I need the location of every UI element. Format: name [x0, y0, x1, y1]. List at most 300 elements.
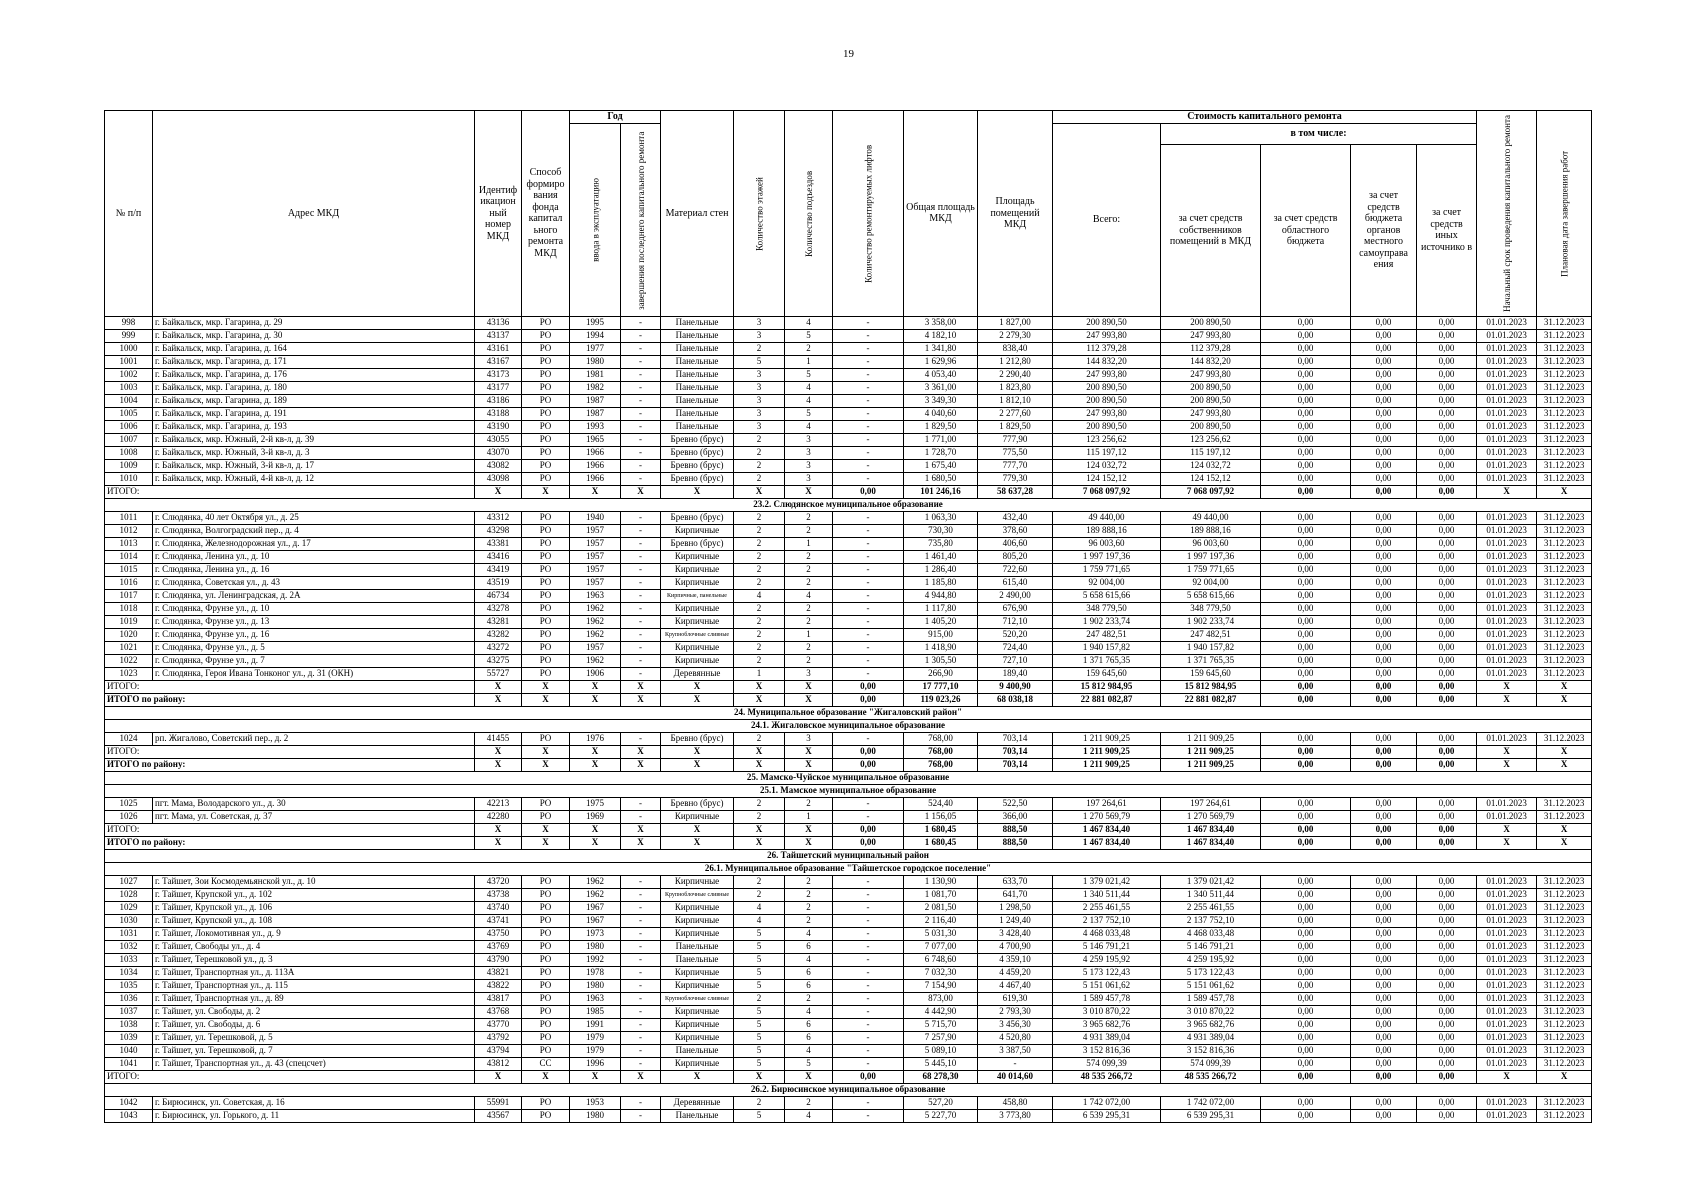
table-cell: 1 823,80	[978, 381, 1053, 394]
table-cell: -	[833, 1109, 904, 1122]
table-cell: 43278	[475, 602, 522, 615]
section-heading-row	[105, 862, 1592, 875]
table-cell: 0,00	[1417, 472, 1477, 485]
table-cell: 31.12.2023	[1537, 407, 1592, 420]
table-cell: 7 257,90	[904, 1031, 978, 1044]
table-cell: 1 286,40	[904, 563, 978, 576]
table-cell: 01.01.2023	[1477, 979, 1537, 992]
total-cell: 15 812 984,95	[1161, 680, 1261, 693]
table-cell: 0,00	[1417, 407, 1477, 420]
table-cell: 2	[734, 1096, 785, 1109]
total-cell: Х	[621, 693, 661, 706]
table-cell: 1978	[570, 966, 621, 979]
table-cell: -	[621, 368, 661, 381]
table-cell: 0,00	[1417, 732, 1477, 745]
table-cell: 01.01.2023	[1477, 966, 1537, 979]
table-cell: 5	[734, 966, 785, 979]
table-cell: 43768	[475, 1005, 522, 1018]
table-cell: 1006	[105, 420, 153, 433]
table-cell: 31.12.2023	[1537, 901, 1592, 914]
total-cell: 17 777,10	[904, 680, 978, 693]
table-cell: 1043	[105, 1109, 153, 1122]
total-cell: 0,00	[833, 1070, 904, 1083]
total-cell: 68 038,18	[978, 693, 1053, 706]
total-cell: Х	[570, 823, 621, 836]
table-cell: 1 742 072,00	[1053, 1096, 1161, 1109]
table-row	[105, 875, 1592, 888]
table-cell: 1035	[105, 979, 153, 992]
table-cell: 01.01.2023	[1477, 927, 1537, 940]
table-cell: 1 728,70	[904, 446, 978, 459]
total-cell: Х	[661, 823, 734, 836]
table-cell: 1031	[105, 927, 153, 940]
table-cell: 3 965 682,76	[1053, 1018, 1161, 1031]
table-cell: Бревно (брус)	[661, 797, 734, 810]
total-cell: Х	[522, 745, 570, 758]
table-cell: -	[833, 966, 904, 979]
table-cell: 1987	[570, 407, 621, 420]
table-cell: 01.01.2023	[1477, 381, 1537, 394]
total-cell: 0,00	[833, 758, 904, 771]
table-cell: РО	[522, 966, 570, 979]
table-cell: 0,00	[1417, 797, 1477, 810]
table-cell: РО	[522, 1096, 570, 1109]
header-year-last-repair: завершения последнего капитального ремонта	[621, 124, 661, 317]
table-cell: 01.01.2023	[1477, 329, 1537, 342]
total-cell: Х	[475, 485, 522, 498]
address-cell: г. Слюдянка, Советская ул., д. 43	[153, 576, 475, 589]
table-cell: 124 152,12	[1161, 472, 1261, 485]
table-cell: 3 456,30	[978, 1018, 1053, 1031]
table-cell: 1985	[570, 1005, 621, 1018]
table-cell: 0,00	[1351, 459, 1417, 472]
table-cell: 2	[734, 446, 785, 459]
table-cell: 43055	[475, 433, 522, 446]
address-cell: г. Байкальск, мкр. Южный, 4-й кв-л, д. 12	[153, 472, 475, 485]
header-cost-other: за счет средств иных источнико в	[1417, 144, 1477, 316]
total-cell: Х	[1537, 758, 1592, 771]
header-floors: Количество этажей	[734, 111, 785, 317]
table-cell: 3	[734, 368, 785, 381]
section-heading-row	[105, 849, 1592, 862]
table-cell: РО	[522, 407, 570, 420]
table-cell: 1980	[570, 1109, 621, 1122]
table-cell: 2	[734, 576, 785, 589]
table-cell: -	[621, 524, 661, 537]
total-cell: 703,14	[978, 745, 1053, 758]
total-cell: 0,00	[833, 836, 904, 849]
total-cell: Х	[785, 758, 833, 771]
table-cell: 43070	[475, 446, 522, 459]
table-cell: Кирпичные	[661, 1018, 734, 1031]
table-cell: 7 032,30	[904, 966, 978, 979]
table-cell: Бревно (брус)	[661, 433, 734, 446]
table-row	[105, 628, 1592, 641]
table-cell: 200 890,50	[1053, 420, 1161, 433]
table-cell: 1 680,50	[904, 472, 978, 485]
table-cell: 0,00	[1351, 914, 1417, 927]
table-cell: -	[833, 576, 904, 589]
total-cell: 0,00	[1417, 693, 1477, 706]
table-row	[105, 368, 1592, 381]
table-cell: 01.01.2023	[1477, 511, 1537, 524]
total-cell: 1 680,45	[904, 823, 978, 836]
table-cell: 2	[785, 914, 833, 927]
table-cell: 01.01.2023	[1477, 628, 1537, 641]
table-cell: 0,00	[1261, 550, 1351, 563]
total-cell: Х	[734, 680, 785, 693]
table-cell: 730,30	[904, 524, 978, 537]
table-cell: 0,00	[1417, 810, 1477, 823]
table-cell: 1977	[570, 342, 621, 355]
table-cell: -	[621, 1096, 661, 1109]
total-cell: Х	[621, 823, 661, 836]
subtotal-row	[105, 1070, 1592, 1083]
table-cell: 2	[734, 641, 785, 654]
table-cell: 0,00	[1351, 316, 1417, 329]
table-cell: 31.12.2023	[1537, 459, 1592, 472]
total-cell: 0,00	[833, 745, 904, 758]
table-cell: Панельные	[661, 1044, 734, 1057]
table-cell: 0,00	[1351, 381, 1417, 394]
table-cell: 0,00	[1417, 628, 1477, 641]
table-cell: -	[621, 940, 661, 953]
table-cell: 43381	[475, 537, 522, 550]
total-cell: 0,00	[1351, 823, 1417, 836]
table-cell: 1 829,50	[904, 420, 978, 433]
table-cell: 31.12.2023	[1537, 797, 1592, 810]
table-cell: 1020	[105, 628, 153, 641]
table-cell: 2	[785, 1096, 833, 1109]
table-cell: 200 890,50	[1161, 394, 1261, 407]
address-cell: г. Слюдянка, ул. Ленинградская, д. 2А	[153, 589, 475, 602]
table-cell: 31.12.2023	[1537, 1109, 1592, 1122]
table-cell: 0,00	[1351, 420, 1417, 433]
table-cell: 01.01.2023	[1477, 667, 1537, 680]
table-cell: 4 053,40	[904, 368, 978, 381]
table-cell: 1 771,00	[904, 433, 978, 446]
table-cell: 31.12.2023	[1537, 589, 1592, 602]
table-cell: -	[833, 524, 904, 537]
table-cell: 348 779,50	[1161, 602, 1261, 615]
total-cell: 1 211 909,25	[1053, 745, 1161, 758]
address-cell: г. Байкальск, мкр. Южный, 3-й кв-л, д. 17	[153, 459, 475, 472]
table-cell: 0,00	[1351, 602, 1417, 615]
table-cell: РО	[522, 563, 570, 576]
table-cell: 1 270 569,79	[1161, 810, 1261, 823]
address-cell: пгт. Мама, Володарского ул., д. 30	[153, 797, 475, 810]
table-cell: 41455	[475, 732, 522, 745]
table-cell: 5	[734, 1044, 785, 1057]
table-cell: РО	[522, 1109, 570, 1122]
table-row	[105, 550, 1592, 563]
table-cell: 3 361,00	[904, 381, 978, 394]
table-cell: 4 359,10	[978, 953, 1053, 966]
table-cell: 31.12.2023	[1537, 1031, 1592, 1044]
total-cell: 1 467 834,40	[1053, 836, 1161, 849]
table-cell: 3 010 870,22	[1053, 1005, 1161, 1018]
table-cell: 805,20	[978, 550, 1053, 563]
table-cell: 0,00	[1261, 810, 1351, 823]
table-cell: 5	[734, 940, 785, 953]
table-cell: 1013	[105, 537, 153, 550]
table-cell: 1993	[570, 420, 621, 433]
table-cell: 0,00	[1417, 446, 1477, 459]
table-cell: 2	[734, 732, 785, 745]
table-cell: -	[833, 875, 904, 888]
table-cell: 0,00	[1417, 966, 1477, 979]
table-cell: 0,00	[1261, 628, 1351, 641]
table-cell: 0,00	[1261, 446, 1351, 459]
total-cell: 888,50	[978, 823, 1053, 836]
table-cell: -	[621, 615, 661, 628]
table-cell: -	[833, 1031, 904, 1044]
table-cell: 115 197,12	[1161, 446, 1261, 459]
table-cell: 31.12.2023	[1537, 1018, 1592, 1031]
table-cell: Крупноблочные сливные	[661, 888, 734, 901]
table-cell: 31.12.2023	[1537, 433, 1592, 446]
table-cell: Панельные	[661, 953, 734, 966]
table-cell: -	[621, 329, 661, 342]
address-cell: г. Слюдянка, Фрунзе ул., д. 7	[153, 654, 475, 667]
table-cell: 0,00	[1351, 992, 1417, 1005]
address-cell: г. Тайшет, ул. Свободы, д. 6	[153, 1018, 475, 1031]
total-cell: 9 400,90	[978, 680, 1053, 693]
total-cell: Х	[621, 745, 661, 758]
total-cell: 0,00	[1261, 485, 1351, 498]
header-year-group: Год	[570, 111, 661, 124]
table-cell: 31.12.2023	[1537, 446, 1592, 459]
table-cell: 0,00	[1417, 654, 1477, 667]
address-cell: г. Бирюсинск, ул. Горького, д. 11	[153, 1109, 475, 1122]
subtotal-row	[105, 485, 1592, 498]
table-cell: 0,00	[1417, 368, 1477, 381]
table-row	[105, 394, 1592, 407]
table-cell: -	[833, 407, 904, 420]
total-cell: Х	[1537, 680, 1592, 693]
table-cell: 31.12.2023	[1537, 511, 1592, 524]
table-cell: 43817	[475, 992, 522, 1005]
table-cell: 7 154,90	[904, 979, 978, 992]
header-start: Начальный срок проведения капитального ремонта	[1477, 111, 1537, 317]
table-cell: 2	[785, 797, 833, 810]
table-cell: Панельные	[661, 329, 734, 342]
table-cell: -	[833, 394, 904, 407]
total-cell: Х	[1477, 485, 1537, 498]
table-cell: -	[833, 433, 904, 446]
table-cell: 2	[734, 537, 785, 550]
header-year-commission: ввода в эксплуатацию	[570, 124, 621, 317]
table-cell: -	[833, 901, 904, 914]
table-cell: -	[833, 979, 904, 992]
table-row	[105, 914, 1592, 927]
table-cell: РО	[522, 732, 570, 745]
table-row	[105, 576, 1592, 589]
table-cell: 5	[734, 927, 785, 940]
table-cell: 0,00	[1417, 914, 1477, 927]
table-cell: 3 358,00	[904, 316, 978, 329]
total-cell: Х	[475, 836, 522, 849]
total-label: ИТОГО:	[105, 1070, 475, 1083]
section-heading: 26.1. Муниципальное образование "Тайшетское городское поселение"	[105, 862, 1592, 875]
total-cell: 0,00	[1351, 693, 1417, 706]
table-cell: 2	[785, 654, 833, 667]
table-cell: 0,00	[1261, 316, 1351, 329]
table-cell: 0,00	[1351, 888, 1417, 901]
table-cell: -	[833, 459, 904, 472]
table-cell: 123 256,62	[1161, 433, 1261, 446]
table-cell: 124 152,12	[1053, 472, 1161, 485]
total-cell: 15 812 984,95	[1053, 680, 1161, 693]
table-cell: РО	[522, 524, 570, 537]
table-cell: РО	[522, 1044, 570, 1057]
table-cell: -	[833, 472, 904, 485]
table-cell: -	[621, 316, 661, 329]
total-cell: Х	[475, 680, 522, 693]
table-cell: Кирпичные	[661, 966, 734, 979]
table-cell: 574 099,39	[1053, 1057, 1161, 1070]
table-cell: 0,00	[1417, 420, 1477, 433]
table-cell: 1	[785, 355, 833, 368]
table-cell: 0,00	[1417, 381, 1477, 394]
table-cell: 0,00	[1261, 1109, 1351, 1122]
total-cell: Х	[570, 745, 621, 758]
table-cell: 0,00	[1261, 914, 1351, 927]
table-cell: -	[833, 927, 904, 940]
total-cell: Х	[1477, 758, 1537, 771]
table-row	[105, 641, 1592, 654]
table-cell: 3	[734, 381, 785, 394]
table-cell: 4	[785, 394, 833, 407]
table-cell: 01.01.2023	[1477, 797, 1537, 810]
table-cell: РО	[522, 446, 570, 459]
table-cell: 5	[785, 329, 833, 342]
total-cell: Х	[785, 836, 833, 849]
table-cell: Панельные	[661, 368, 734, 381]
total-cell: 1 211 909,25	[1053, 758, 1161, 771]
header-num: № п/п	[105, 111, 153, 317]
total-cell: Х	[661, 836, 734, 849]
table-cell: Деревянные	[661, 667, 734, 680]
table-cell: 43792	[475, 1031, 522, 1044]
table-cell: 01.01.2023	[1477, 355, 1537, 368]
table-cell: 31.12.2023	[1537, 355, 1592, 368]
table-cell: 31.12.2023	[1537, 940, 1592, 953]
table-cell: 31.12.2023	[1537, 810, 1592, 823]
total-label: ИТОГО:	[105, 745, 475, 758]
table-row	[105, 1057, 1592, 1070]
table-cell: 1000	[105, 342, 153, 355]
header-id: Идентиф икацион ный номер МКД	[475, 111, 522, 317]
address-cell: пгт. Мама, ул. Советская, д. 37	[153, 810, 475, 823]
total-cell: 888,50	[978, 836, 1053, 849]
table-cell: 1 829,50	[978, 420, 1053, 433]
table-cell: 0,00	[1351, 628, 1417, 641]
table-cell: РО	[522, 888, 570, 901]
subtotal-row	[105, 680, 1592, 693]
table-cell: 43794	[475, 1044, 522, 1057]
table-cell: 520,20	[978, 628, 1053, 641]
table-cell: 0,00	[1261, 953, 1351, 966]
header-entrances: Количество подъездов	[785, 111, 833, 317]
total-cell: Х	[475, 758, 522, 771]
table-cell: 1 185,80	[904, 576, 978, 589]
table-cell: 998	[105, 316, 153, 329]
total-cell: Х	[621, 485, 661, 498]
table-cell: 3	[734, 394, 785, 407]
table-cell: Панельные	[661, 316, 734, 329]
total-cell: Х	[570, 836, 621, 849]
table-cell: 4	[785, 1044, 833, 1057]
table-cell: 5	[785, 368, 833, 381]
table-cell: 3	[734, 316, 785, 329]
table-cell: 619,30	[978, 992, 1053, 1005]
total-cell: 0,00	[1261, 745, 1351, 758]
table-cell: 2	[734, 433, 785, 446]
table-cell: 3 010 870,22	[1161, 1005, 1261, 1018]
table-cell: 633,70	[978, 875, 1053, 888]
table-cell: 31.12.2023	[1537, 875, 1592, 888]
table-cell: -	[621, 1057, 661, 1070]
table-cell: 01.01.2023	[1477, 602, 1537, 615]
table-cell: -	[833, 355, 904, 368]
table-cell: 1 341,80	[904, 342, 978, 355]
total-cell: Х	[785, 485, 833, 498]
table-cell: 159 645,60	[1161, 667, 1261, 680]
total-cell: 7 068 097,92	[1053, 485, 1161, 498]
table-cell: 43741	[475, 914, 522, 927]
table-cell: 1040	[105, 1044, 153, 1057]
address-cell: г. Байкальск, мкр. Гагарина, д. 30	[153, 329, 475, 342]
table-cell: 124 032,72	[1161, 459, 1261, 472]
table-cell: 01.01.2023	[1477, 563, 1537, 576]
table-cell: 144 832,20	[1161, 355, 1261, 368]
table-cell: 4 259 195,92	[1161, 953, 1261, 966]
table-row	[105, 888, 1592, 901]
table-cell: 0,00	[1417, 1109, 1477, 1122]
total-label: ИТОГО по району:	[105, 758, 475, 771]
total-cell: Х	[1477, 836, 1537, 849]
table-cell: 1042	[105, 1096, 153, 1109]
table-cell: 1 371 765,35	[1161, 654, 1261, 667]
table-cell: 43720	[475, 875, 522, 888]
header-method: Способ формиро вания фонда капитал ьного ремонта МКД	[522, 111, 570, 317]
table-cell: 01.01.2023	[1477, 992, 1537, 1005]
total-cell: 0,00	[833, 485, 904, 498]
table-cell: 1 759 771,65	[1161, 563, 1261, 576]
table-cell: 2	[785, 563, 833, 576]
total-cell: Х	[1477, 693, 1537, 706]
table-cell: 1004	[105, 394, 153, 407]
table-cell: 2 081,50	[904, 901, 978, 914]
table-cell: Бревно (брус)	[661, 511, 734, 524]
table-cell: 777,70	[978, 459, 1053, 472]
table-row	[105, 329, 1592, 342]
table-cell: -	[833, 797, 904, 810]
table-cell: 0,00	[1417, 888, 1477, 901]
table-cell: Кирпичные	[661, 563, 734, 576]
table-cell: -	[621, 459, 661, 472]
table-cell: 112 379,28	[1053, 342, 1161, 355]
total-label: ИТОГО:	[105, 680, 475, 693]
table-cell: 1036	[105, 992, 153, 1005]
table-cell: -	[621, 355, 661, 368]
table-cell: -	[621, 1044, 661, 1057]
address-cell: г. Тайшет, Транспортная ул., д. 43 (спецсчет)	[153, 1057, 475, 1070]
table-cell: Крупноблочные сливные	[661, 628, 734, 641]
table-cell: 0,00	[1261, 459, 1351, 472]
table-cell: 0,00	[1261, 602, 1351, 615]
